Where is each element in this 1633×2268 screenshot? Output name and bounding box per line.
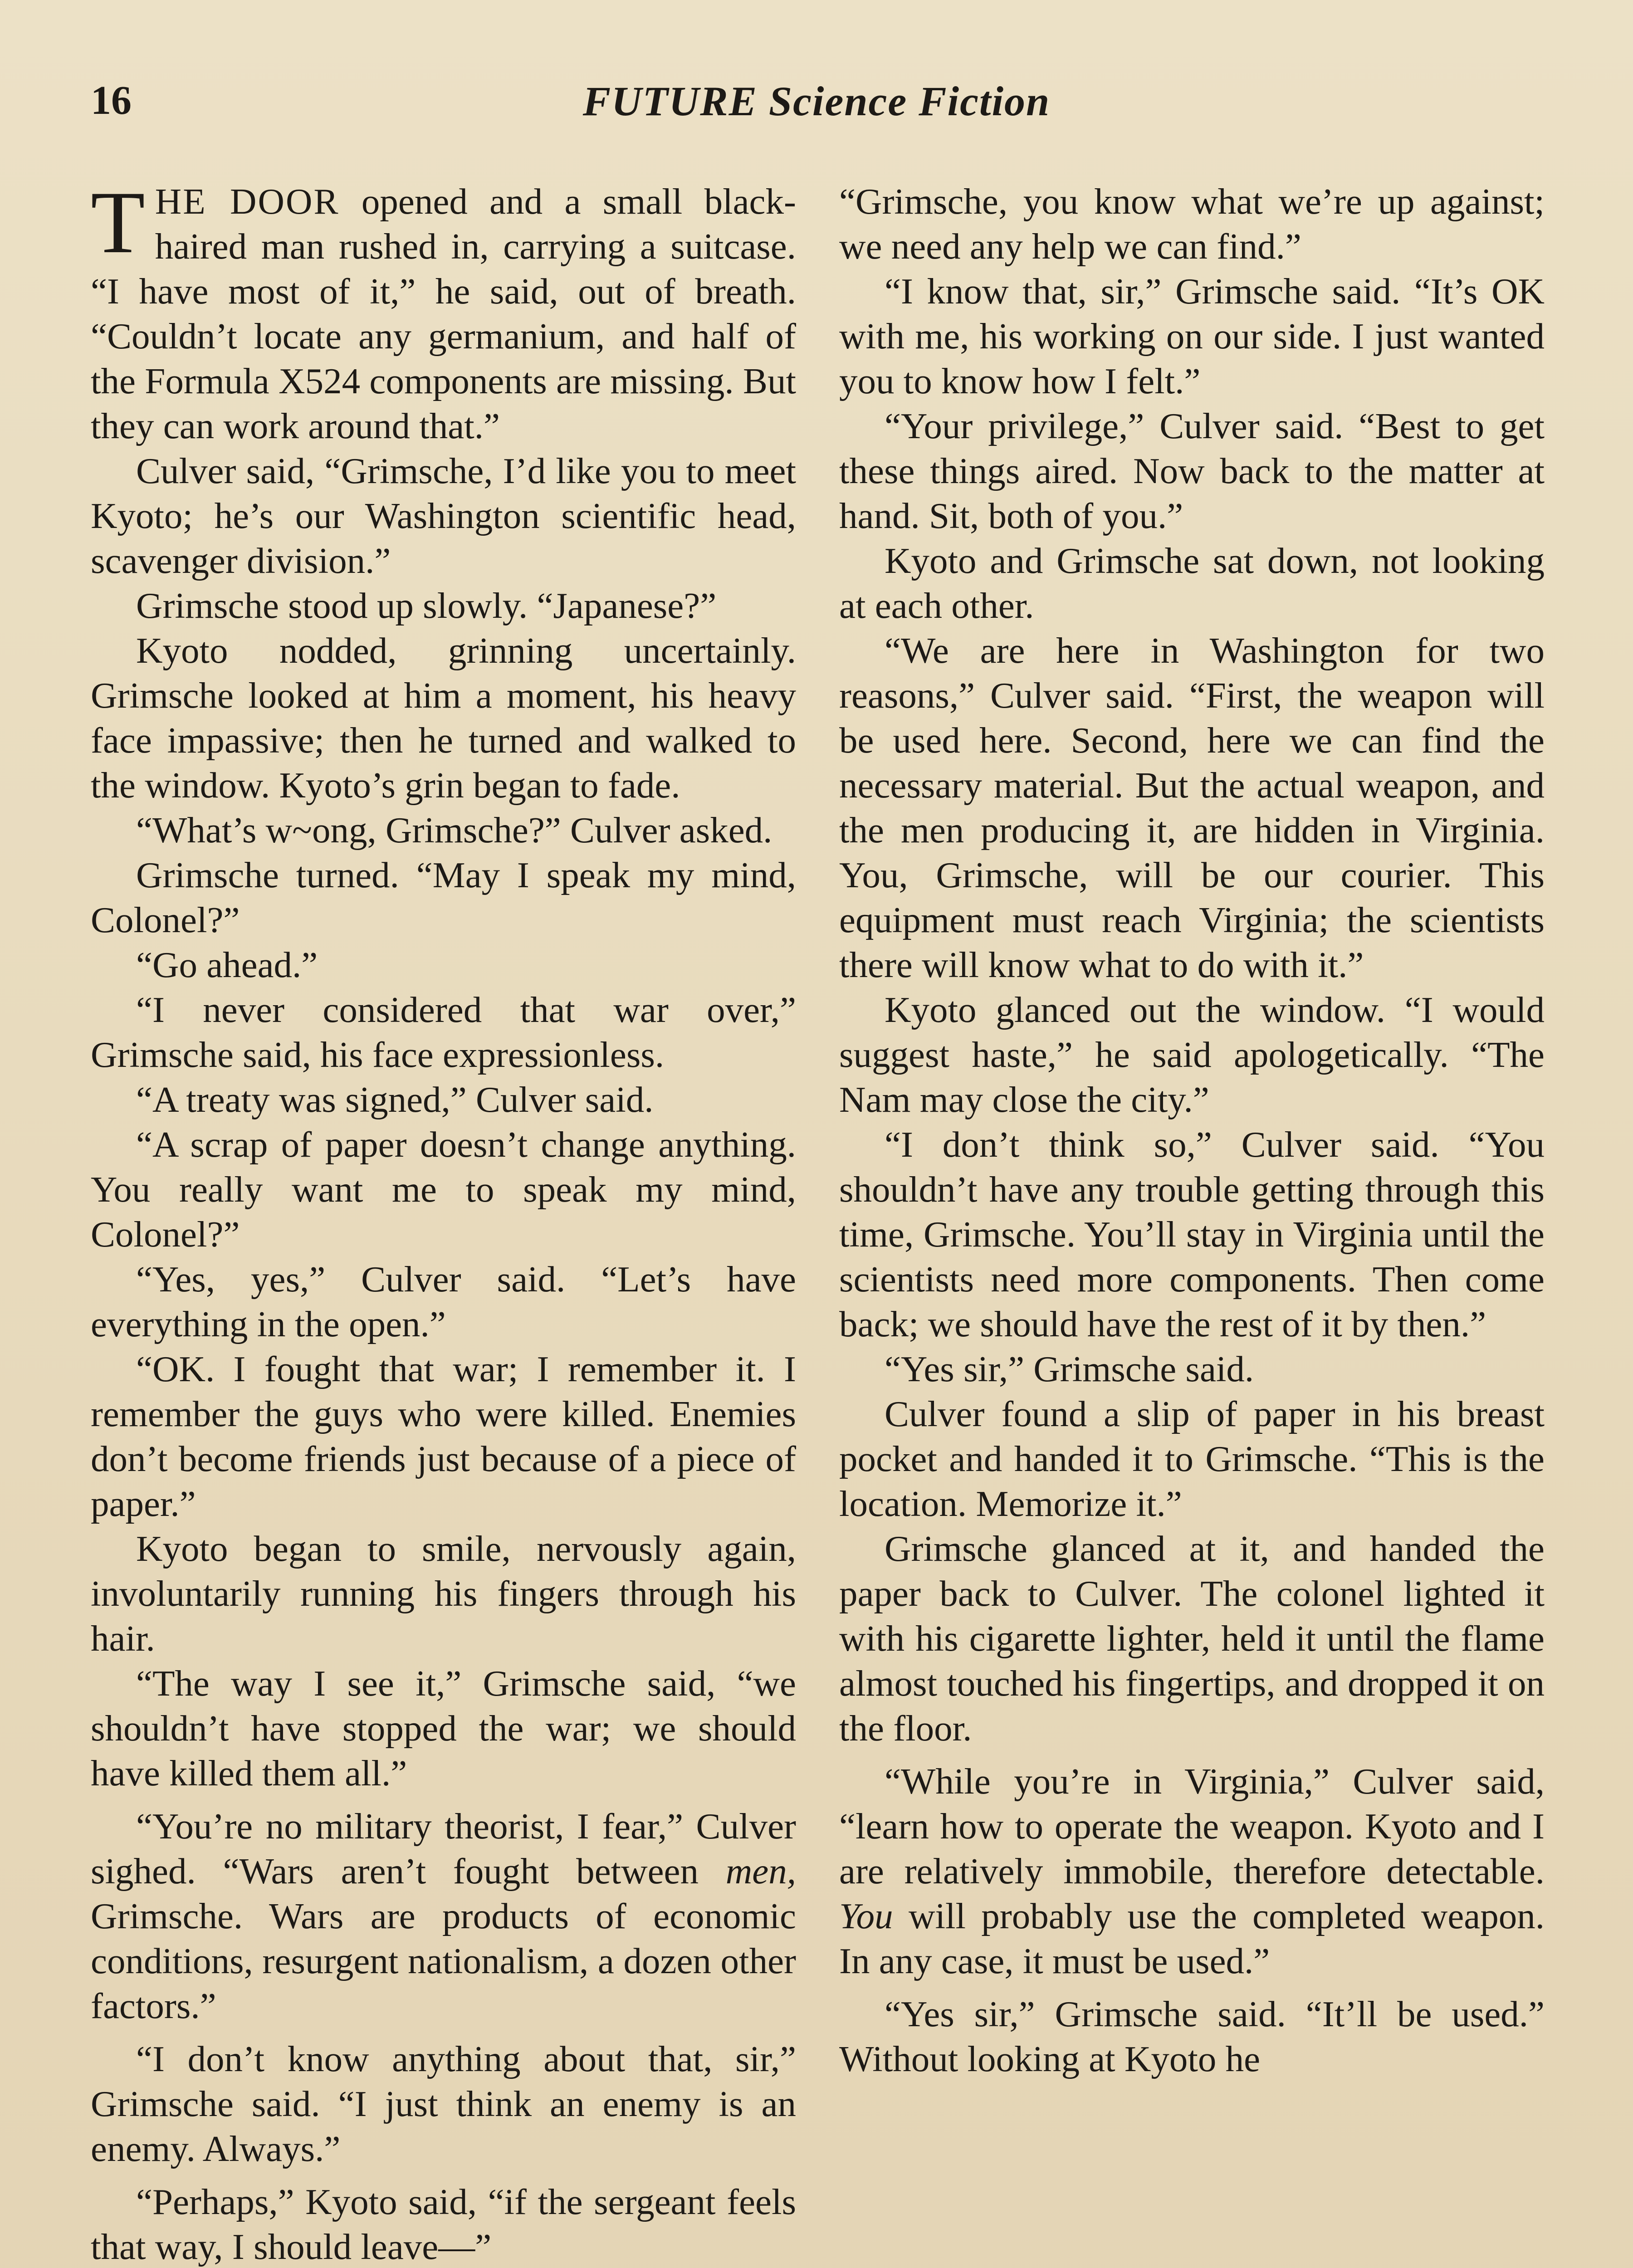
paragraph: “Grimsche, you know what we’re up against; we need any help we can find.” — [839, 181, 1545, 267]
paragraph: Grimsche stood up slowly. “Japanese?” — [136, 585, 717, 626]
right-column — [839, 179, 1545, 2082]
drop-cap: T — [91, 173, 145, 272]
paragraph: Culver found a slip of paper in his breast pocket and handed it to Grimsche. “This is the location. Memorize it.” — [839, 1393, 1545, 1524]
paragraph: “I know that, sir,” Grimsche said. “It’s OK with me, his working on our side. I just wanted you to know how I felt.” — [839, 271, 1545, 401]
opening-small-caps: HE DOOR — [155, 181, 340, 222]
paragraph: “Your privilege,” Culver said. “Best to get these things aired. Now back to the matter at hand. Sit, both of you.” — [839, 406, 1545, 536]
paragraph: “What’s w~ong, Grimsche?” Culver asked. — [136, 810, 772, 850]
paragraph: Kyoto nodded, grinning uncertainly. Grimsche looked at him a moment, his heavy face impassive; then he turned and walked to the window. Kyoto’s grin began to fade. — [91, 630, 796, 806]
paragraph: “I never considered that war over,” Grimsche said, his face expressionless. — [91, 989, 796, 1075]
page-number: 16 — [91, 78, 132, 123]
paragraph: Grimsche glanced at it, and handed the paper back to Culver. The colonel lighted it with his cigarette lighter, held it until the flame almost touched his fingertips, and dropped it on the floor. — [839, 1528, 1545, 1749]
running-head — [91, 77, 1542, 127]
paragraph: Kyoto began to smile, nervously again, involuntarily running his fingers through his hair. — [91, 1528, 796, 1659]
paragraph: “Go ahead.” — [136, 944, 318, 985]
paragraph: Culver said, “Grimsche, I’d like you to meet Kyoto; he’s our Washington scientific head, scavenger division.” — [91, 450, 796, 581]
paragraph: Kyoto and Grimsche sat down, not looking at each other. — [839, 540, 1545, 626]
paragraph: “Perhaps,” Kyoto said, “if the sergeant feels that way, I should leave—” — [91, 2181, 796, 2267]
paragraph: “I don’t think so,” Culver said. “You shouldn’t have any trouble getting through this time, Grimsche. You’ll stay in Virginia until the scientists need more components. Then come back; we should have the rest of it by then.” — [839, 1124, 1545, 1344]
text-run: Grimsche. Wars are products of economic conditions, resurgent nationalism, a dozen other factors.” — [91, 1896, 796, 2026]
paragraph: Kyoto glanced out the window. “I would suggest haste,” he said apologetically. “The Nam may close the city.” — [839, 989, 1545, 1120]
opening-paragraph — [91, 173, 796, 449]
paragraph: “The way I see it,” Grimsche said, “we shouldn’t have stopped the war; we should have killed them all.” — [91, 1663, 796, 1794]
paragraph: “I don’t know anything about that, sir,” Grimsche said. “I just think an enemy is an enemy. Always.” — [91, 2038, 796, 2169]
text-run: “While you’re in Virginia,” Culver said, “learn how to operate the weapon. Kyoto and I are relatively immobile, therefore detectable. — [839, 1761, 1545, 1892]
paragraph: Grimsche turned. “May I speak my mind, Colonel?” — [91, 855, 796, 940]
emphasis: men, — [725, 1851, 796, 1892]
paragraph: “OK. I fought that war; I remember it. I remember the guys who were killed. Enemies don’t become friends just because of a piece of paper.” — [91, 1349, 796, 1524]
text-run: will probably use the completed weapon. In any case, it must be used.” — [839, 1896, 1545, 1981]
paragraph — [91, 1804, 796, 2028]
paragraph: “Yes, yes,” Culver said. “Let’s have everything in the open.” — [91, 1259, 796, 1344]
paragraph: “A scrap of paper doesn’t change anything. You really want me to speak my mind, Colonel?” — [91, 1124, 796, 1255]
paragraph: “A treaty was signed,” Culver said. — [136, 1079, 654, 1120]
magazine-title: FUTURE Science Fiction — [582, 78, 1051, 124]
emphasis: You — [839, 1896, 893, 1936]
paragraph — [839, 1759, 1545, 1984]
opening-text: opened and a small black-haired man rushed in, carrying a suitcase. “I have most of it,” he said, out of breath. “Couldn’t locate any germanium, and half of the Formula X524 components are missing. But they can work around that.” — [91, 181, 796, 446]
paragraph: “Yes sir,” Grimsche said. “It’ll be used.” Without looking at Kyoto he — [839, 1994, 1545, 2079]
text-run: “You’re no military theorist, I fear,” Culver sighed. “Wars aren’t fought between — [91, 1806, 796, 1892]
paragraph: “Yes sir,” Grimsche said. — [885, 1349, 1254, 1389]
paragraph: “We are here in Washington for two reasons,” Culver said. “First, the weapon will be used here. Second, here we can find the necessary material. But the actual weapon, and the men producing it, are hidden in Virginia. You, Grimsche, will be our courier. This equipment must reach Virginia; the scientists there will know what to do with it.” — [839, 630, 1545, 985]
left-column — [91, 173, 796, 2268]
